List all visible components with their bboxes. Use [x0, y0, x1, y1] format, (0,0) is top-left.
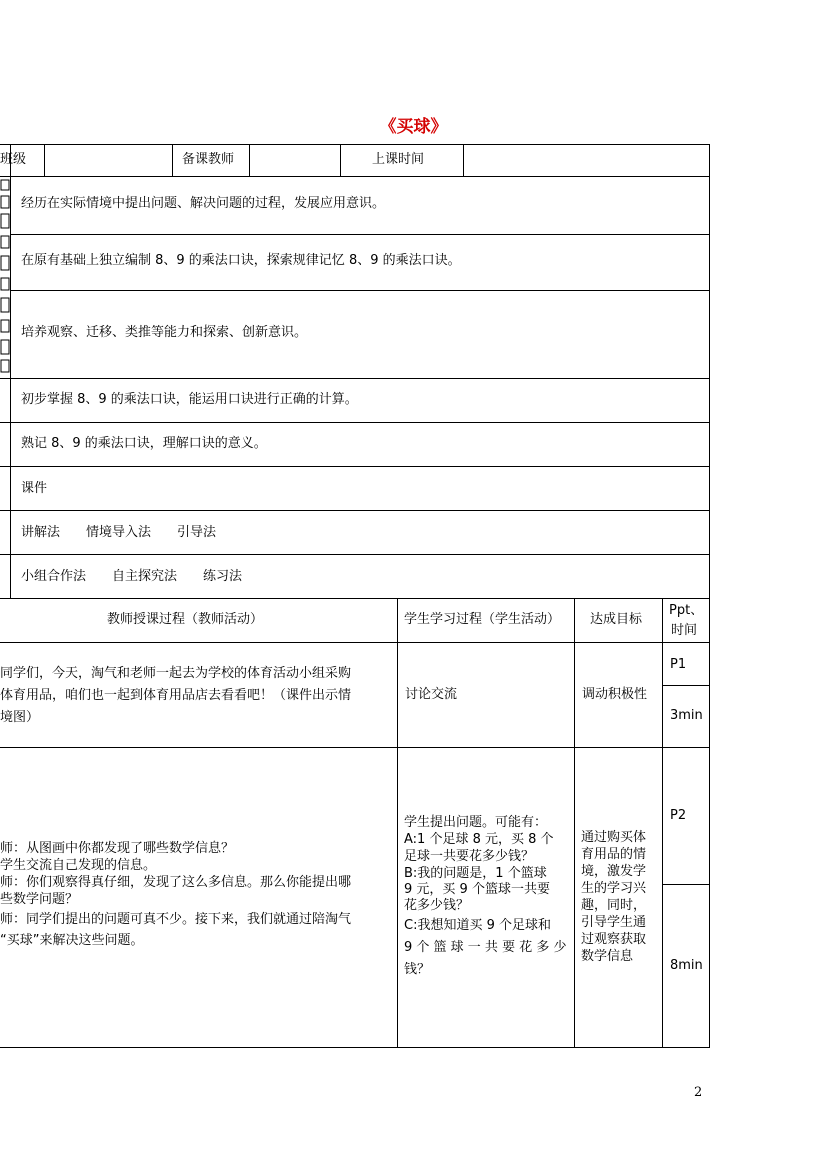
step2-student-line: A:1 个足球 8 元，买 8 个: [404, 832, 554, 847]
step2-goal-line: 趣，同时，: [581, 898, 647, 913]
step2-teacher-line: “买球”来解决这些问题。: [0, 933, 144, 948]
teacher-activity-header: 教师授课过程（教师活动）: [107, 612, 264, 627]
step2-goal-line: 过观察获取: [581, 932, 647, 947]
step2-student-line: 学生提出问题。可能有：: [404, 815, 548, 830]
step1-student-activity: 讨论交流: [405, 687, 458, 702]
step1-ppt: P1: [670, 657, 687, 672]
teacher-field[interactable]: [250, 145, 340, 176]
step2-ppt: P2: [670, 808, 687, 823]
step1-goal: 调动积极性: [582, 687, 648, 702]
step2-time: 8min: [670, 958, 703, 973]
teacher-label: 备课教师: [182, 152, 235, 167]
step2-goal-line: 境，激发学: [581, 864, 647, 879]
step2-student-line: 9 个 篮 球 一 共 要 花 多 少: [404, 940, 567, 955]
class-label: 班级: [0, 152, 27, 167]
clipped-label-marks: [0, 178, 10, 376]
difficulty: 熟记 8、9 的乘法口诀，理解口诀的意义。: [21, 436, 267, 451]
step2-goal-line: 生的学习兴: [581, 881, 647, 896]
time-header: 时间: [671, 623, 698, 638]
step2-student-line: C:我想知道买 9 个足球和: [404, 918, 551, 933]
page-number: 2: [694, 1085, 703, 1100]
step2-student-line: 花多少钱？: [404, 898, 470, 913]
student-activity-header: 学生学习过程（学生活动）: [404, 612, 561, 627]
step1-teacher-line: 同学们，今天，淘气和老师一起去为学校的体育活动小组采购: [0, 666, 352, 681]
class-time-label: 上课时间: [372, 152, 425, 167]
class-field[interactable]: [45, 145, 172, 176]
step2-goal-line: 数学信息: [581, 949, 634, 964]
class-time-field[interactable]: [464, 145, 709, 176]
goal-knowledge: 经历在实际情境中提出问题、解决问题的过程，发展应用意识。: [21, 196, 386, 211]
goal-skill: 在原有基础上独立编制 8、9 的乘法口诀，探索规律记忆 8、9 的乘法口诀。: [21, 253, 461, 268]
step2-teacher-line: 师：同学们提出的问题可真不少。接下来，我们就通过陪淘气: [0, 912, 352, 927]
step2-student-line: 足球一共要花多少钱？: [404, 849, 535, 864]
document-title: 《买球》: [379, 117, 448, 137]
step2-teacher-line: 师：你们观察得真仔细，发现了这么多信息。那么你能提出哪: [0, 875, 352, 890]
step2-teacher-line: 些数学问题？: [0, 892, 79, 907]
step2-goal-line: 育用品的情: [581, 847, 647, 862]
goal-header: 达成目标: [590, 612, 643, 627]
step2-goal-line: 引导学生通: [581, 915, 647, 930]
step1-teacher-line: 境图）: [0, 710, 40, 725]
step2-student-line: B:我的问题是，1 个篮球: [404, 866, 547, 881]
key-point: 初步掌握 8、9 的乘法口诀，能运用口诀进行正确的计算。: [21, 392, 358, 407]
ppt-header: Ppt、: [669, 603, 704, 618]
step1-teacher-line: 体育用品，咱们也一起到体育用品店去看看吧！（课件出示情: [0, 688, 352, 703]
step2-student-line: 钱？: [404, 962, 431, 977]
objectives-label-fragment: [0, 178, 10, 376]
teaching-method: 讲解法 情境导入法 引导法: [21, 525, 217, 540]
step2-student-line: 9 元，买 9 个篮球一共要: [404, 882, 550, 897]
step2-teacher-line: 学生交流自己发现的信息。: [0, 858, 157, 873]
step2-teacher-line: 师：从图画中你都发现了哪些数学信息？: [0, 841, 235, 856]
preparation: 课件: [21, 481, 48, 496]
step2-goal-line: 通过购买体: [581, 830, 647, 845]
step1-time: 3min: [670, 708, 703, 723]
goal-attitude: 培养观察、迁移、类推等能力和探索、创新意识。: [21, 325, 308, 340]
learning-method: 小组合作法 自主探究法 练习法: [21, 569, 243, 584]
